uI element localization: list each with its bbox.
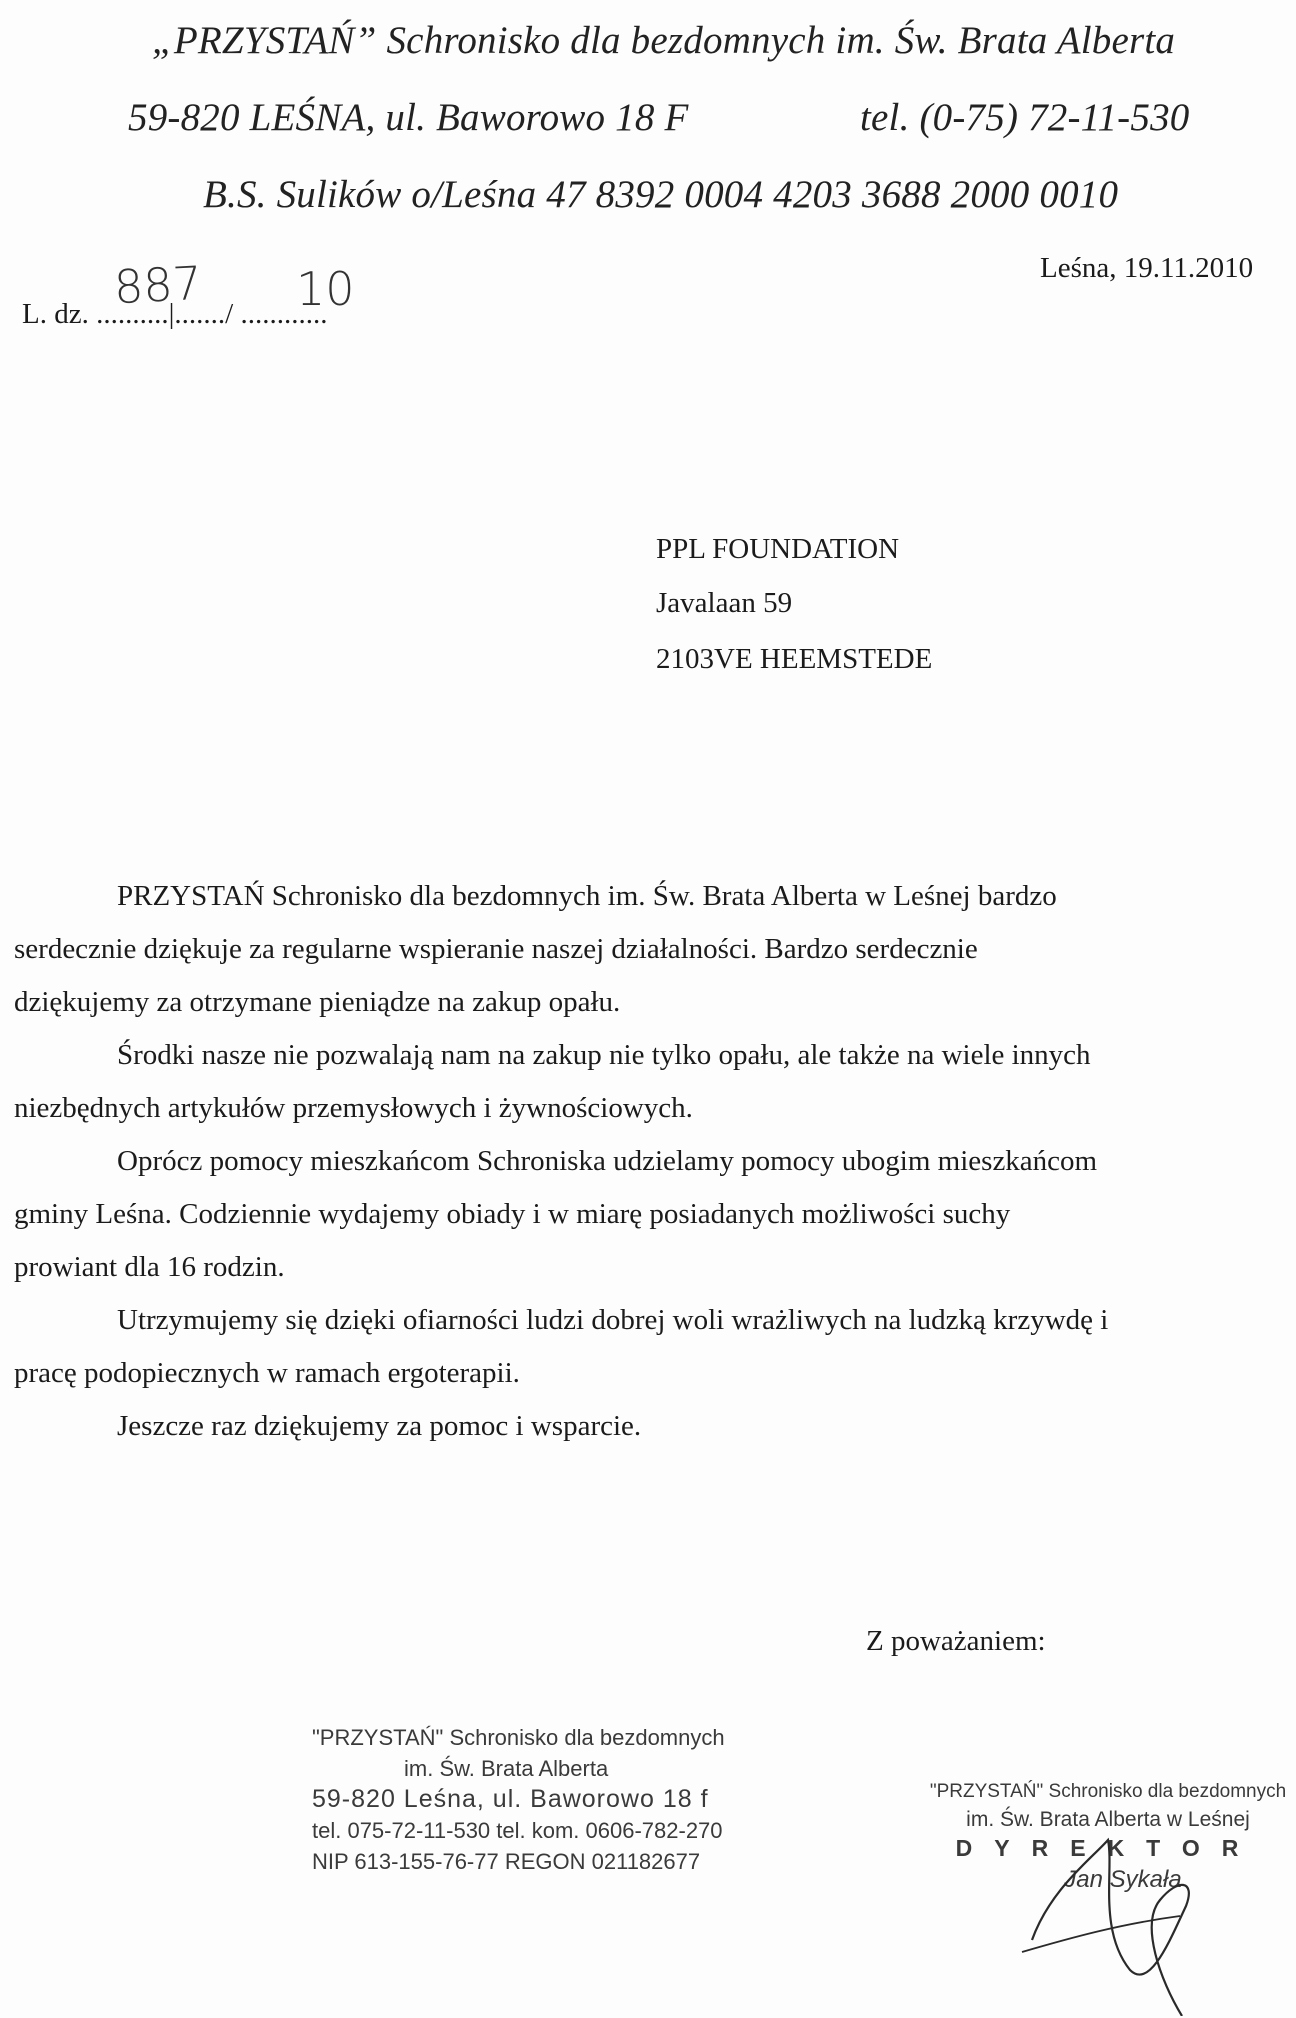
stamp-line: tel. 075-72-11-530 tel. kom. 0606-782-270 — [312, 1818, 723, 1843]
reference-number: L. dz. ..........|......./ ............ — [22, 298, 328, 330]
letterhead-address: 59-820 LEŚNA, ul. Baworowo 18 F — [128, 96, 689, 139]
stamp-line: NIP 613-155-76-77 REGON 021182677 — [312, 1849, 701, 1874]
body-line: dziękujemy za otrzymane pieniądze na zakup opału. — [14, 986, 621, 1018]
body-line: gminy Leśna. Codziennie wydajemy obiady i w miarę posiadanych możliwości suchy — [14, 1198, 1011, 1230]
stamp-line: im. Św. Brata Alberta — [404, 1756, 609, 1781]
stamp-signature-name: Jan Sykała — [1064, 1866, 1182, 1893]
body-line: Środki nasze nie pozwalają nam na zakup nie tylko opału, ale także na wiele innych — [117, 1039, 1091, 1071]
place-date: Leśna, 19.11.2010 — [1040, 252, 1254, 284]
body-line: PRZYSTAŃ Schronisko dla bezdomnych im. Św. Brata Alberta w Leśnej bardzo — [117, 880, 1057, 912]
recipient-name: PPL FOUNDATION — [656, 533, 900, 565]
handwritten-reference-number: 887 — [112, 255, 204, 315]
letterhead-bank-account: B.S. Sulików o/Leśna 47 8392 0004 4203 3688 2000 0010 — [203, 173, 1119, 216]
letterhead-phone: tel. (0-75) 72-11-530 — [860, 96, 1190, 139]
stamp-line: 59-820 Leśna, ul. Baworowo 18 f — [312, 1785, 709, 1813]
closing-salutation: Z poważaniem: — [866, 1625, 1046, 1657]
body-line: pracę podopiecznych w ramach ergoterapii. — [14, 1357, 520, 1389]
handwritten-reference-year: 10 — [296, 262, 355, 316]
stamp-line: im. Św. Brata Alberta w Leśnej — [966, 1808, 1250, 1831]
body-line: Jeszcze raz dziękujemy za pomoc i wsparcie. — [117, 1410, 642, 1442]
body-line: niezbędnych artykułów przemysłowych i żywnościowych. — [14, 1092, 693, 1124]
letter-body — [14, 870, 1254, 1453]
handwritten-signature — [1010, 1820, 1230, 2016]
body-line: Utrzymujemy się dzięki ofiarności ludzi dobrej woli wrażliwych na ludzką krzywdę i — [117, 1304, 1109, 1336]
recipient-city: 2103VE HEEMSTEDE — [656, 643, 933, 675]
letterhead-title: „PRZYSTAŃ” Schronisko dla bezdomnych im. Św. Brata Alberta — [152, 19, 1176, 62]
institution-stamp — [312, 1722, 725, 1877]
stamp-title: DYREKTOR — [955, 1835, 1261, 1861]
stamp-line: "PRZYSTAŃ" Schronisko dla bezdomnych — [929, 1781, 1287, 1802]
recipient-street: Javalaan 59 — [656, 587, 793, 619]
body-line: prowiant dla 16 rodzin. — [14, 1251, 285, 1283]
body-line: serdecznie dziękuje za regularne wspieranie naszej działalności. Bardzo serdecznie — [14, 933, 978, 965]
stamp-line: "PRZYSTAŃ" Schronisko dla bezdomnych — [312, 1725, 725, 1750]
body-line: Oprócz pomocy mieszkańcom Schroniska udzielamy pomocy ubogim mieszkańcom — [117, 1145, 1098, 1177]
